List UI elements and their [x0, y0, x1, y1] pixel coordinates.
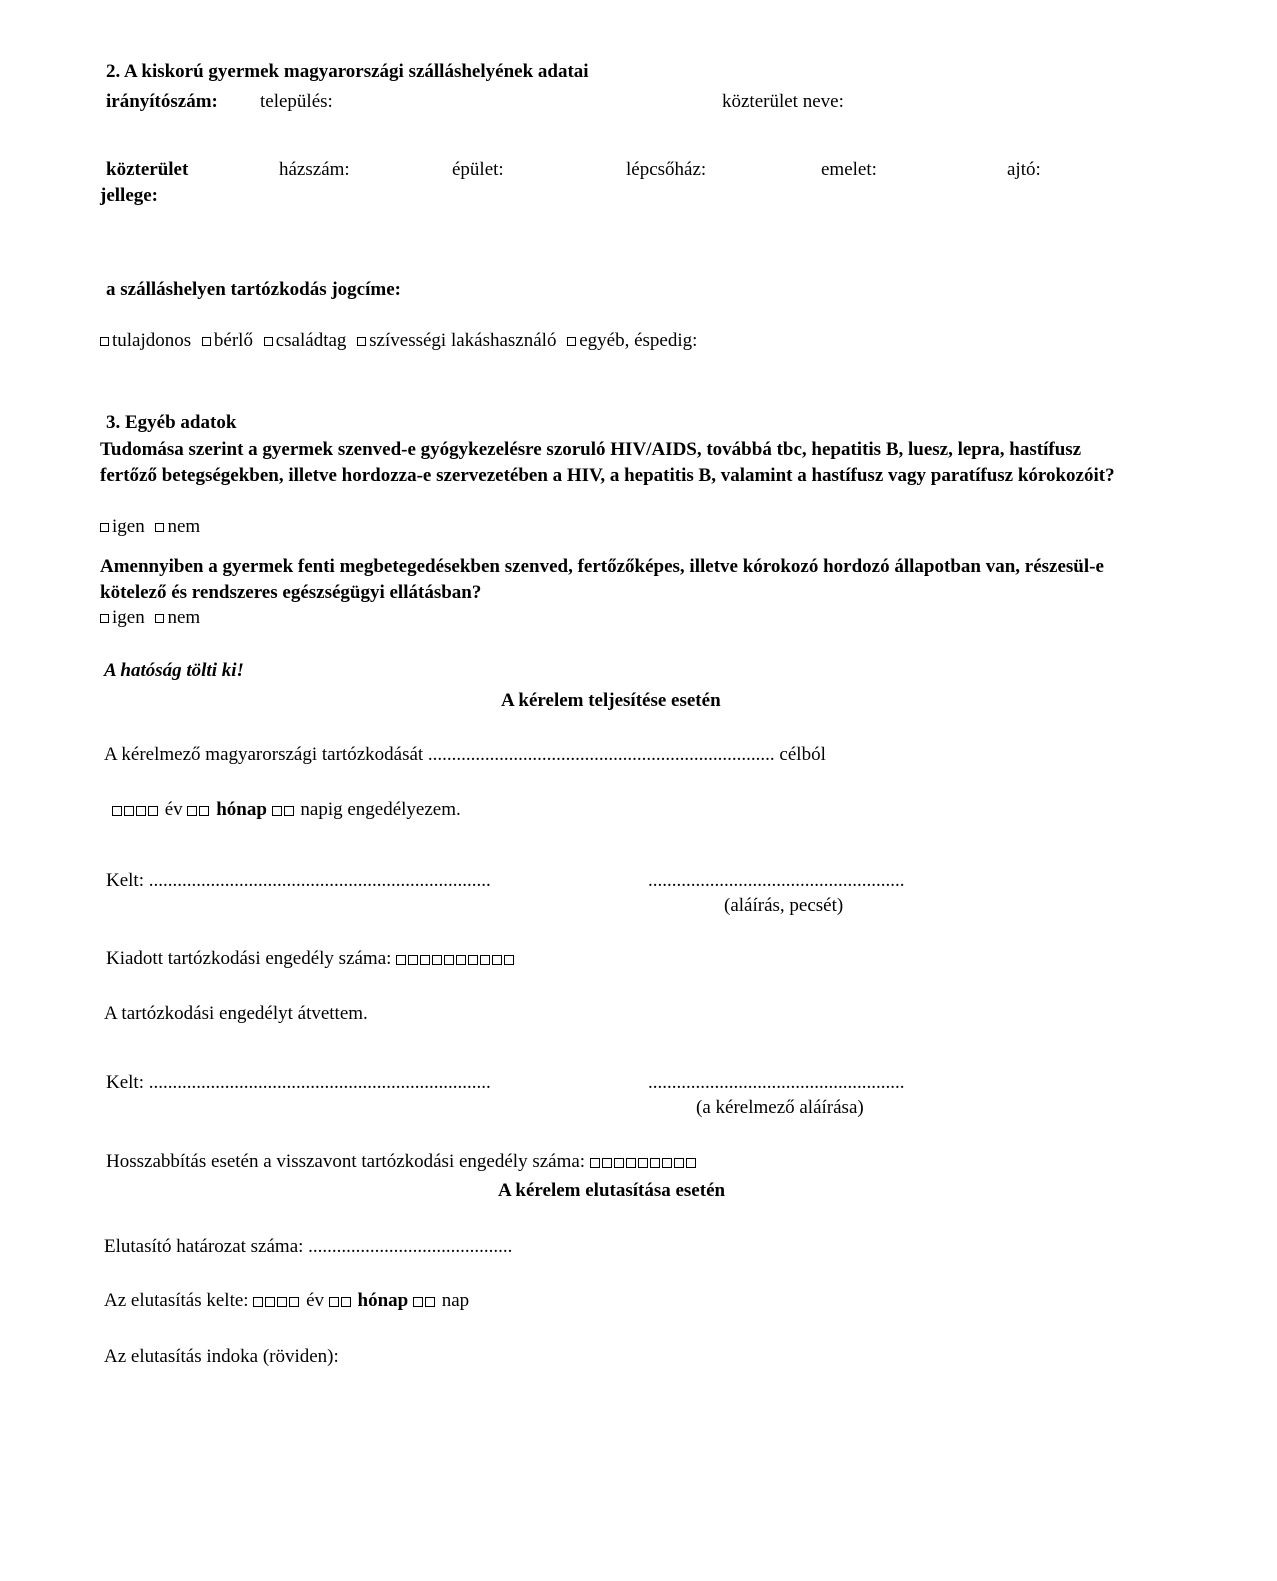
rejection-number-field[interactable]: ...........................................: [308, 1236, 513, 1257]
section2-heading: 2. A kiskorú gyermek magyarországi szálláshelyének adatai: [106, 61, 589, 82]
ajto-label: ajtó:: [1007, 159, 1041, 180]
signature-caption-1: (aláírás, pecsét): [724, 895, 844, 916]
checkbox-icon[interactable]: [567, 337, 576, 346]
q2-option-nem[interactable]: nem: [155, 607, 200, 628]
year-boxes[interactable]: [112, 799, 160, 820]
signature-field-2[interactable]: ......................................................: [648, 1072, 905, 1093]
hazszam-label: házszám:: [279, 159, 350, 180]
month-boxes[interactable]: [187, 799, 211, 820]
checkbox-icon[interactable]: [264, 337, 273, 346]
q1-option-nem[interactable]: nem: [155, 516, 200, 537]
purpose-field[interactable]: .........................................................................: [427, 744, 775, 765]
jogcim-option-berlo[interactable]: bérlő: [202, 330, 253, 351]
rejection-number-line: Elutasító határozat száma: ...........................................: [104, 1236, 513, 1257]
rejection-year-boxes[interactable]: [253, 1290, 301, 1311]
checkbox-icon[interactable]: [155, 614, 164, 623]
permit-number-line: Kiadott tartózkodási engedély száma:: [106, 948, 516, 971]
jogcim-options: [100, 330, 703, 353]
approval-heading: A kérelem teljesítése esetén: [501, 690, 721, 711]
rejection-month-boxes[interactable]: [329, 1290, 353, 1311]
purpose-line: A kérelmező magyarországi tartózkodását ......................................................................... célból: [104, 744, 826, 765]
lepcsohaz-label: lépcsőház:: [626, 159, 707, 180]
kelt-line-1: Kelt: ........................................................................: [106, 870, 491, 891]
permit-number-boxes[interactable]: [396, 948, 516, 969]
q1-option-igen[interactable]: igen: [100, 516, 145, 537]
authority-note: A hatóság tölti ki!: [104, 660, 244, 681]
checkbox-icon[interactable]: [100, 523, 109, 532]
q1-options: [100, 516, 206, 539]
signature-field-1[interactable]: ......................................................: [648, 870, 905, 891]
telepules-label: település:: [260, 91, 333, 112]
kelt-field-1[interactable]: ........................................................................: [148, 870, 491, 891]
rejection-reason-label: Az elutasítás indoka (röviden):: [104, 1346, 339, 1367]
rejection-day-boxes[interactable]: [413, 1290, 437, 1311]
rejection-date-line: Az elutasítás kelte: év hónap nap: [104, 1290, 470, 1311]
rejection-heading: A kérelem elutasítása esetén: [498, 1180, 726, 1201]
question-1: Tudomása szerint a gyermek szenved-e gyógykezelésre szoruló HIV/AIDS, továbbá tbc, hepatitis B, luesz, lepra, hastífusz fertőző betegségekben, illetve hordozza-e szervezetében a HIV, a hepatitis B, valamint a hastífusz vagy paratífusz kórokozóit?: [100, 439, 1115, 486]
jogcim-option-csaladtag[interactable]: családtag: [264, 330, 347, 351]
signature-caption-2: (a kérelmező aláírása): [696, 1097, 864, 1118]
kelt-field-2[interactable]: ........................................................................: [148, 1072, 491, 1093]
question-2: Amennyiben a gyermek fenti megbetegedésekben szenved, fertőzőképes, illetve kórokozó hordozó állapotban van, részesül-e kötelező és rendszeres egészségügyi ellátásban?: [100, 556, 1104, 603]
checkbox-icon[interactable]: [100, 614, 109, 623]
kozterulet-jellege-label: közterület: [106, 159, 189, 180]
jogcim-option-szivessegi[interactable]: szívességi lakáshasználó: [357, 330, 556, 351]
jogcim-option-tulajdonos[interactable]: tulajdonos: [100, 330, 191, 351]
day-boxes[interactable]: [272, 799, 296, 820]
kozterulet-neve-label: közterület neve:: [722, 91, 844, 112]
extension-line: Hosszabbítás esetén a visszavont tartózkodási engedély száma:: [106, 1151, 698, 1174]
jogcim-label: a szálláshelyen tartózkodás jogcíme:: [106, 279, 401, 300]
section3-heading: 3. Egyéb adatok: [106, 412, 237, 433]
emelet-label: emelet:: [821, 159, 877, 180]
checkbox-icon[interactable]: [357, 337, 366, 346]
received-text: A tartózkodási engedélyt átvettem.: [104, 1003, 368, 1024]
q2-options: [100, 607, 206, 630]
iranyitoszam-label: irányítószám:: [106, 91, 218, 112]
extension-number-boxes[interactable]: [590, 1151, 698, 1172]
checkbox-icon[interactable]: [155, 523, 164, 532]
kelt-line-2: Kelt: ........................................................................: [106, 1072, 491, 1093]
checkbox-icon[interactable]: [100, 337, 109, 346]
validity-line: év hónap napig engedélyezem.: [112, 799, 461, 822]
epulet-label: épület:: [452, 159, 504, 180]
checkbox-icon[interactable]: [202, 337, 211, 346]
q2-option-igen[interactable]: igen: [100, 607, 145, 628]
kozterulet-jellege-label-2: jellege:: [100, 185, 159, 206]
jogcim-option-egyeb[interactable]: egyéb, éspedig:: [567, 330, 697, 351]
